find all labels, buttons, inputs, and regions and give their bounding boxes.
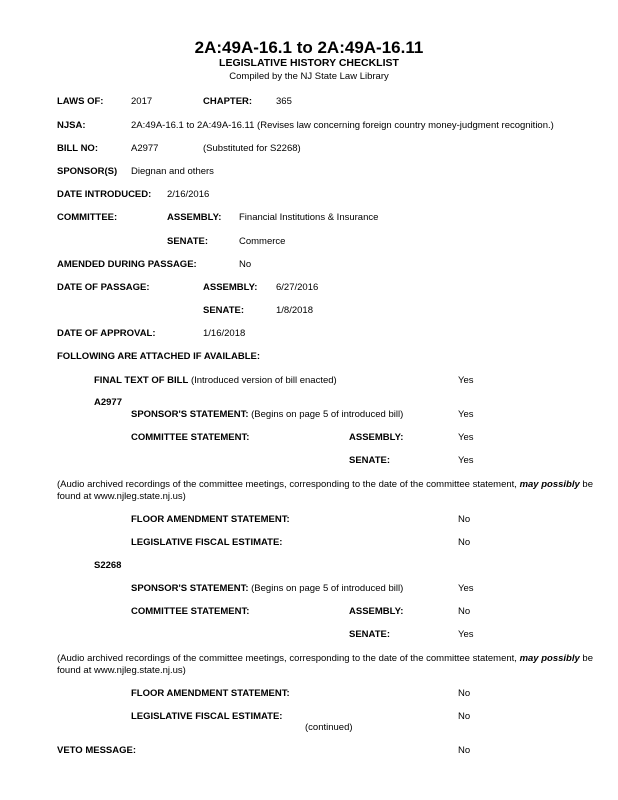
- a-floor-value: No: [458, 514, 471, 525]
- passage-label: DATE OF PASSAGE:: [57, 282, 150, 293]
- compiled-by: Compiled by the NJ State Law Library: [229, 71, 389, 82]
- passage-senate-value: 1/8/2018: [276, 305, 313, 316]
- amended-value: No: [239, 259, 252, 270]
- a-bill-number: A2977: [94, 397, 122, 408]
- a-sponsor-label: SPONSOR'S STATEMENT:: [131, 409, 249, 420]
- a-sponsor-note: (Begins on page 5 of introduced bill): [251, 409, 404, 420]
- amended-label: AMENDED DURING PASSAGE:: [57, 259, 197, 270]
- a-committee-label: COMMITTEE STATEMENT:: [131, 432, 250, 443]
- final-text-label: FINAL TEXT OF BILL: [94, 375, 189, 386]
- s-fiscal-value: No: [458, 711, 471, 722]
- s-floor-value: No: [458, 688, 471, 699]
- a-committee-senate-value: Yes: [458, 455, 474, 466]
- s-committee-senate-value: Yes: [458, 629, 474, 640]
- s-audio-note: (Audio archived recordings of the committee meetings, corresponding to the date of the committee statement, may possibly be found at www.njleg.state.nj.us): [57, 653, 593, 676]
- a-sponsor-row: [131, 409, 403, 421]
- passage-senate-label: SENATE:: [203, 305, 244, 316]
- s-sponsor-row: [131, 583, 403, 595]
- passage-assembly-value: 6/27/2016: [276, 282, 319, 293]
- a-floor-label: FLOOR AMENDMENT STATEMENT:: [131, 514, 290, 525]
- s-committee-senate-label: SENATE:: [349, 629, 390, 640]
- a-audio-note: (Audio archived recordings of the committee meetings, corresponding to the date of the committee statement, may possibly be found at www.njleg.state.nj.us): [57, 479, 593, 502]
- date-introduced-label: DATE INTRODUCED:: [57, 189, 152, 200]
- committee-label: COMMITTEE:: [57, 212, 118, 223]
- approval-label: DATE OF APPROVAL:: [57, 328, 156, 339]
- laws-of-label: LAWS OF:: [57, 96, 104, 107]
- bill-substitution-note: (Substituted for S2268): [203, 143, 301, 154]
- sponsors-label: SPONSOR(S): [57, 166, 118, 177]
- s-committee-label: COMMITTEE STATEMENT:: [131, 606, 250, 617]
- s-sponsor-note: (Begins on page 5 of introduced bill): [251, 583, 404, 594]
- final-text-value: Yes: [458, 375, 474, 386]
- attached-heading: FOLLOWING ARE ATTACHED IF AVAILABLE:: [57, 351, 260, 362]
- a-sponsor-value: Yes: [458, 409, 474, 420]
- chapter-value: 365: [276, 96, 292, 107]
- s-sponsor-label: SPONSOR'S STATEMENT:: [131, 583, 249, 594]
- laws-of-value: 2017: [131, 96, 153, 107]
- passage-assembly-label: ASSEMBLY:: [203, 282, 258, 293]
- s-floor-label: FLOOR AMENDMENT STATEMENT:: [131, 688, 290, 699]
- njsa-label: NJSA:: [57, 120, 86, 131]
- approval-value: 1/16/2018: [203, 328, 246, 339]
- bill-no-label: BILL NO:: [57, 143, 98, 154]
- chapter-label: CHAPTER:: [203, 96, 253, 107]
- committee-senate-label: SENATE:: [167, 236, 208, 247]
- a-committee-senate-label: SENATE:: [349, 455, 390, 466]
- a-committee-assembly-label: ASSEMBLY:: [349, 432, 404, 443]
- s-committee-assembly-value: No: [458, 606, 471, 617]
- checklist-subtitle: LEGISLATIVE HISTORY CHECKLIST: [219, 57, 399, 69]
- veto-value: No: [458, 745, 471, 756]
- a-committee-assembly-value: Yes: [458, 432, 474, 443]
- committee-assembly-value: Financial Institutions & Insurance: [239, 212, 379, 223]
- a-fiscal-value: No: [458, 537, 471, 548]
- sponsors-value: Diegnan and others: [131, 166, 214, 177]
- final-text-row: [94, 375, 337, 387]
- s-committee-assembly-label: ASSEMBLY:: [349, 606, 404, 617]
- bill-no-value: A2977: [131, 143, 159, 154]
- a-fiscal-label: LEGISLATIVE FISCAL ESTIMATE:: [131, 537, 283, 548]
- njsa-value: 2A:49A-16.1 to 2A:49A-16.11 (Revises law concerning foreign country money-judgment recognition.): [131, 120, 554, 131]
- veto-label: VETO MESSAGE:: [57, 745, 137, 756]
- final-text-note: (Introduced version of bill enacted): [190, 375, 337, 386]
- s-fiscal-label: LEGISLATIVE FISCAL ESTIMATE:: [131, 711, 283, 722]
- page-title: 2A:49A-16.1 to 2A:49A-16.11: [194, 38, 424, 57]
- s-bill-number: S2268: [94, 560, 122, 571]
- date-introduced-value: 2/16/2016: [167, 189, 210, 200]
- committee-senate-value: Commerce: [239, 236, 286, 247]
- committee-assembly-label: ASSEMBLY:: [167, 212, 222, 223]
- s-sponsor-value: Yes: [458, 583, 474, 594]
- continued-note: (continued): [305, 722, 353, 733]
